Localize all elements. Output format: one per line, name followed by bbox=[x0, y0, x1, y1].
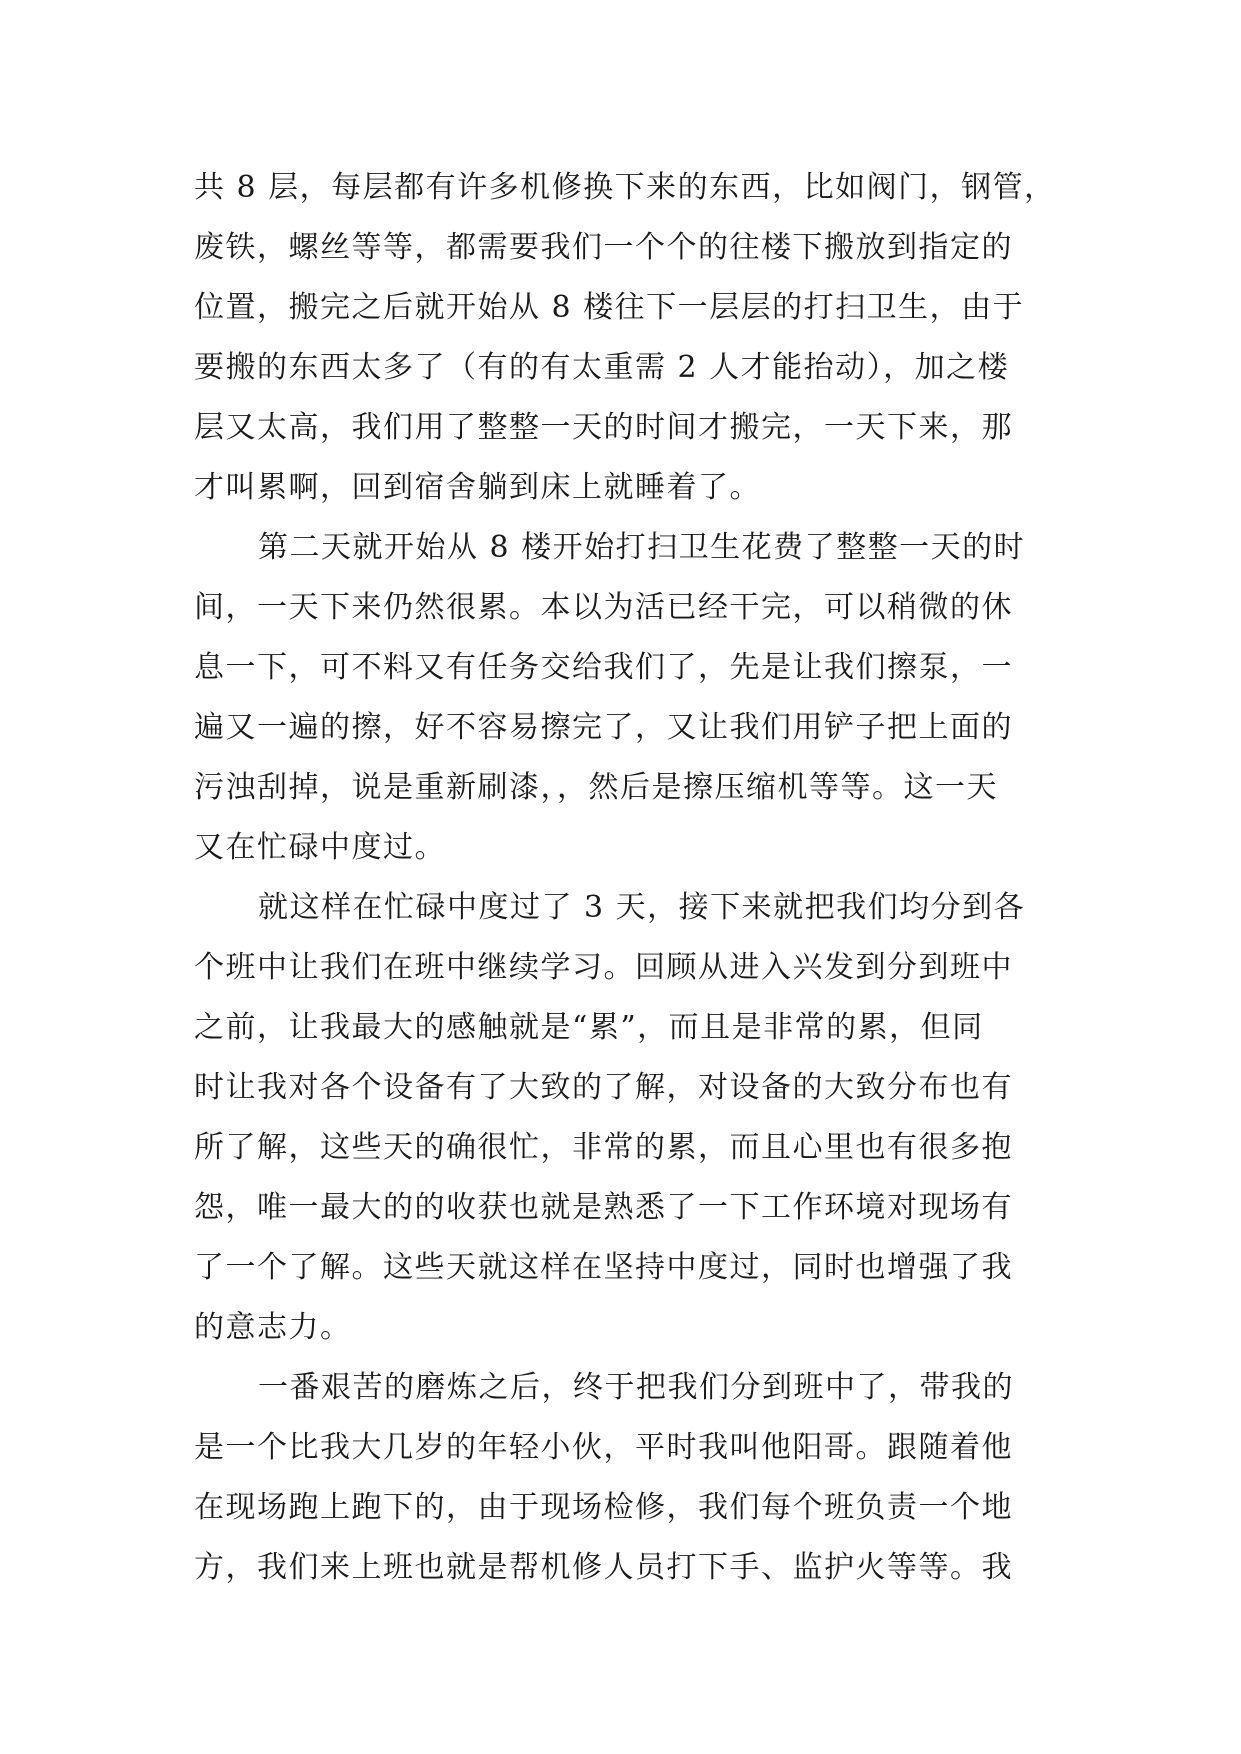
text-line: 在现场跑上跑下的，由于现场检修，我们每个班负责一个地 bbox=[194, 1490, 1013, 1525]
paragraph-4 bbox=[194, 1358, 1054, 1598]
text-line: 第二天就开始从 8 楼开始打扫卫生花费了整整一天的时 bbox=[258, 530, 1026, 565]
text-line: 了一个了解。这些天就这样在坚持中度过，同时也增强了我 bbox=[194, 1250, 1013, 1285]
paragraph-1 bbox=[194, 158, 1054, 518]
text-line: 要搬的东西太多了（有的有太重需 2 人才能抬动），加之楼 bbox=[194, 350, 1010, 385]
text-line: 废铁，螺丝等等，都需要我们一个个的往楼下搬放到指定的 bbox=[194, 230, 1013, 265]
document-body bbox=[194, 158, 1054, 1598]
text-line: 间，一天下来仍然很累。本以为活已经干完，可以稍微的休 bbox=[194, 590, 1013, 625]
text-line: 位置，搬完之后就开始从 8 楼往下一层层的打扫卫生，由于 bbox=[194, 290, 1025, 325]
text-line: 一番艰苦的磨炼之后，终于把我们分到班中了，带我的 bbox=[258, 1370, 1014, 1405]
text-line: 怨，唯一最大的的收获也就是熟悉了一下工作环境对现场有 bbox=[194, 1190, 1013, 1225]
text-line: 就这样在忙碌中度过了 3 天，接下来就把我们均分到各 bbox=[258, 890, 1026, 925]
text-line: 时让我对各个设备有了大致的了解，对设备的大致分布也有 bbox=[194, 1070, 1013, 1105]
text-line: 之前，让我最大的感触就是“累”，而且是非常的累，但同 bbox=[194, 1010, 984, 1045]
text-line: 共 8 层，每层都有许多机修换下来的东西，比如阀门，钢管， bbox=[194, 170, 1056, 205]
text-line: 又在忙碌中度过。 bbox=[194, 830, 446, 865]
text-line: 遍又一遍的擦，好不容易擦完了，又让我们用铲子把上面的 bbox=[194, 710, 1013, 745]
paragraph-3 bbox=[194, 878, 1054, 1358]
text-line: 层又太高，我们用了整整一天的时间才搬完，一天下来，那 bbox=[194, 410, 1013, 445]
text-line: 是一个比我大几岁的年轻小伙，平时我叫他阳哥。跟随着他 bbox=[194, 1430, 1013, 1465]
text-line: 方，我们来上班也就是帮机修人员打下手、监护火等等。我 bbox=[194, 1550, 1013, 1585]
text-line: 息一下，可不料又有任务交给我们了，先是让我们擦泵，一 bbox=[194, 650, 1013, 685]
paragraph-2 bbox=[194, 518, 1054, 878]
text-line: 的意志力。 bbox=[194, 1310, 352, 1345]
text-line: 个班中让我们在班中继续学习。回顾从进入兴发到分到班中 bbox=[194, 950, 1013, 985]
text-line: 污浊刮掉，说是重新刷漆，，然后是擦压缩机等等。这一天 bbox=[194, 770, 998, 805]
text-line: 才叫累啊，回到宿舍躺到床上就睡着了。 bbox=[194, 470, 761, 505]
text-line: 所了解，这些天的确很忙，非常的累，而且心里也有很多抱 bbox=[194, 1130, 1013, 1165]
